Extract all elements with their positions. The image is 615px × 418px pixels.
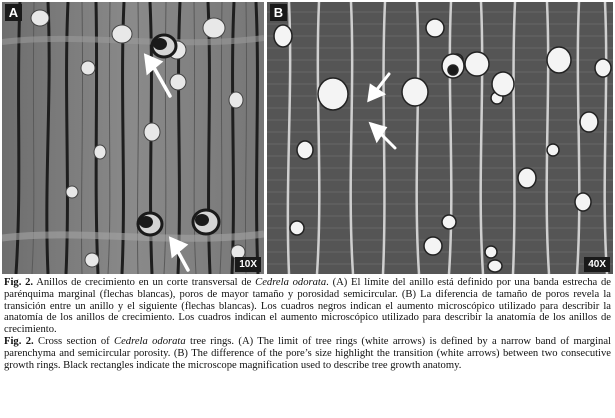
panel-a-micrograph — [2, 2, 264, 274]
panel-b-wood-texture — [267, 2, 613, 274]
panel-a-magnification: 10X — [235, 257, 261, 272]
panel-b-letter: B — [270, 4, 287, 21]
panel-a-wood-texture — [2, 2, 264, 274]
panel-b-magnification: 40X — [584, 257, 610, 272]
caption-spanish-text-1: Anillos de crecimiento en un corte transversal de — [33, 277, 256, 288]
caption-spanish-text-2: . (A) El límite del anillo está definido por una banda estrecha de parénquima marginal (flechas blancas), poros de mayor tamaño y porosidad semicircular. (B) La diferencia de tamaño de poros revela la transición entre un anillo y el siguiente (flechas blancas). Los cuadros negros indican el aumento microscópico utilizado para describir la anatomía de los anillos de crecimiento. Los cuadros indican el aumento microscópico utilizado para describir la anatomía de los anillos de crecimiento. — [4, 277, 611, 336]
caption-spanish-species: Cedrela odorata — [255, 277, 327, 288]
caption-english-text-2: tree rings. (A) The limit of tree rings (white arrows) is defined by a narrow band of marginal parenchyma and semicircular porosity. (B) The difference of the pore’s size highlight the transition (white arrows) between two consecutive growth rings. Black rectangles indicate the microscope magnification used to describe tree growth anatomy. — [4, 335, 611, 371]
caption-spanish — [4, 277, 611, 336]
caption-english-label: Fig. 2. — [4, 335, 34, 347]
panel-a-letter: A — [5, 4, 22, 21]
caption-english-text-1: Cross section of — [33, 335, 115, 347]
panel-b-micrograph — [267, 2, 613, 274]
caption-english-species: Cedrela odorata — [114, 335, 186, 347]
figure-2 — [2, 2, 613, 274]
figure-caption — [4, 277, 611, 371]
caption-spanish-label: Fig. 2. — [4, 277, 34, 288]
caption-english — [4, 336, 611, 371]
